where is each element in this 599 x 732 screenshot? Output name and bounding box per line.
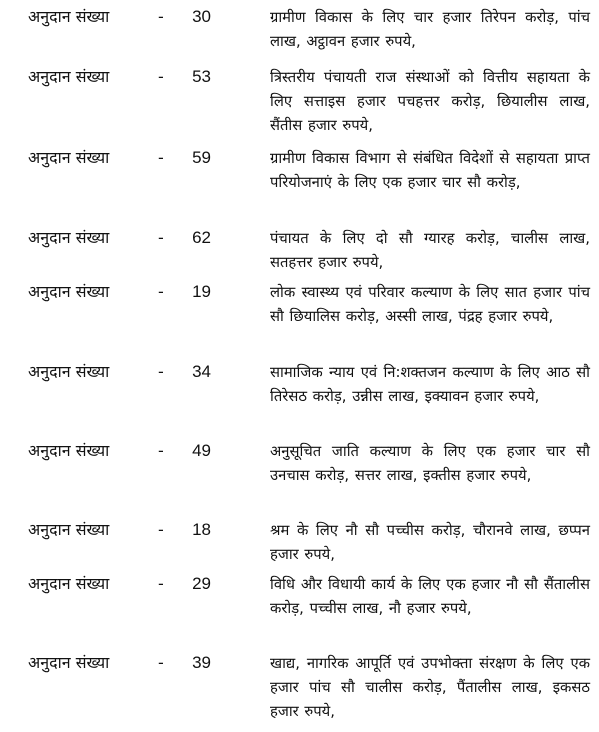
grant-dash: - (158, 7, 164, 26)
grant-dash: - (158, 282, 164, 301)
grant-dash: - (158, 520, 164, 539)
grant-number: 62 (192, 228, 211, 247)
grant-description: त्रिस्तरीय पंचायती राज संस्थाओं को वित्तीय सहायता के लिए सत्ताइस हजार पचहत्तर करोड़, छियालीस लाख, सैंतीस हजार रुपये, (270, 69, 590, 134)
grant-description: सामाजिक न्याय एवं नि:शक्तजन कल्याण के लिए आठ सौ तिरेसठ करोड़, उन्नीस लाख, इक्यावन हजार रुपये, (270, 364, 590, 405)
grant-number: 53 (192, 67, 211, 86)
grant-description: श्रम के लिए नौ सौ पच्चीस करोड़, चौरानवे लाख, छप्पन हजार रुपये, (270, 522, 590, 563)
grant-number: 39 (192, 653, 211, 672)
grant-description: विधि और विधायी कार्य के लिए एक हजार नौ सौ सैंतालीस करोड़, पच्चीस लाख, नौ हजार रुपये, (270, 576, 590, 617)
grant-description: पंचायत के लिए दो सौ ग्यारह करोड़, चालीस लाख, सतहत्तर हजार रुपये, (270, 230, 590, 271)
grant-description: खाद्य, नागरिक आपूर्ति एवं उपभोक्ता संरक्षण के लिए एक हजार पांच सौ चालीस करोड़, पैंतालीस लाख, इकसठ हजार रुपये, (270, 655, 590, 720)
grant-label: अनुदान संख्या (28, 441, 110, 460)
grant-label: अनुदान संख्या (28, 362, 110, 381)
grant-label: अनुदान संख्या (28, 148, 110, 167)
grant-dash: - (158, 228, 164, 247)
grant-description: अनुसूचित जाति कल्याण के लिए एक हजार चार सौ उनचास करोड़, सत्तर लाख, इक्तीस हजार रुपये, (270, 443, 590, 484)
grant-dash: - (158, 653, 164, 672)
grant-label: अनुदान संख्या (28, 282, 110, 301)
grant-dash: - (158, 362, 164, 381)
grant-number: 59 (192, 148, 211, 167)
grant-number: 34 (192, 362, 211, 381)
grant-number: 30 (192, 7, 211, 26)
grant-label: अनुदान संख्या (28, 574, 110, 593)
grant-label: अनुदान संख्या (28, 7, 110, 26)
grant-dash: - (158, 574, 164, 593)
grant-description: ग्रामीण विकास के लिए चार हजार तिरेपन करोड़, पांच लाख, अट्ठावन हजार रुपये, (270, 9, 590, 50)
grant-number: 18 (192, 520, 211, 539)
grant-label: अनुदान संख्या (28, 67, 110, 86)
grant-description: ग्रामीण विकास विभाग से संबंधित विदेशों से सहायता प्राप्त परियोजनाएं के लिए एक हजार चार सौ करोड़, (270, 150, 590, 191)
grant-dash: - (158, 67, 164, 86)
grant-label: अनुदान संख्या (28, 228, 110, 247)
grant-label: अनुदान संख्या (28, 520, 110, 539)
grant-description: लोक स्वास्थ्य एवं परिवार कल्याण के लिए सात हजार पांच सौ छियालिस करोड़, अस्सी लाख, पंद्रह हजार रुपये, (270, 284, 590, 325)
grant-number: 29 (192, 574, 211, 593)
grant-number: 19 (192, 282, 211, 301)
grant-dash: - (158, 148, 164, 167)
grant-number: 49 (192, 441, 211, 460)
grant-label: अनुदान संख्या (28, 653, 110, 672)
grant-dash: - (158, 441, 164, 460)
